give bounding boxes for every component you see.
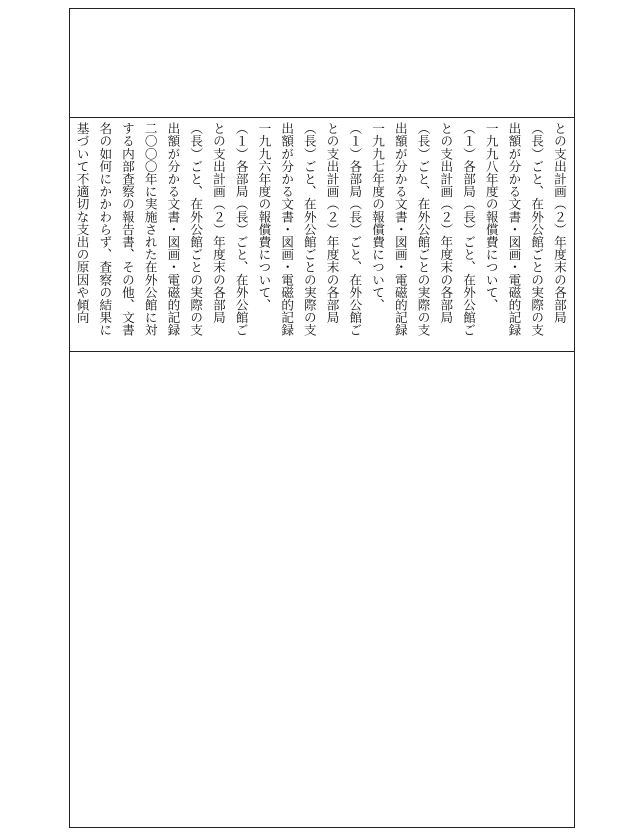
text-line: との支出計画（２）年度末の各部局: [324, 122, 340, 324]
text-line: （長）ごと、在外公館ごとの実際の支: [415, 122, 431, 337]
text-line: 二〇〇〇年に実施された在外公館に対: [142, 122, 158, 337]
text-line: する内部査察の報告書、その他、文書: [119, 122, 135, 337]
text-line: （長）ごと、在外公館ごとの実際の支: [301, 122, 317, 337]
text-line: 一九九八年度の報償費について、: [483, 122, 499, 311]
text-line: との支出計画（２）年度末の各部局: [551, 122, 567, 324]
top-divider: [70, 117, 574, 118]
text-line: との支出計画（２）年度末の各部局: [210, 122, 226, 324]
text-line: 基づいて不適切な支出の原因や傾向: [74, 122, 90, 324]
text-line: 名の如何にかかわらず、査察の結果に: [97, 122, 113, 337]
text-line: （１）各部局（長）ごと、在外公館ご: [233, 122, 249, 337]
text-line: （１）各部局（長）ごと、在外公館ご: [461, 122, 476, 337]
bottom-divider: [70, 351, 574, 352]
text-line: 出額が分かる文書・図画・電磁的記録: [279, 122, 295, 337]
text-line: 一九九六年度の報償費について、: [256, 122, 272, 311]
text-line: 一九九七年度の報償費について、: [370, 122, 386, 311]
text-line: （長）ごと、在外公館ごとの実際の支: [188, 122, 204, 337]
text-line: 出額が分かる文書・図画・電磁的記録: [506, 122, 522, 337]
text-line: 出額が分かる文書・図画・電磁的記録: [165, 122, 181, 337]
document-frame: [69, 8, 575, 828]
text-line: との支出計画（２）年度末の各部局: [438, 122, 454, 324]
text-line: 出額が分かる文書・図画・電磁的記録: [392, 122, 408, 337]
vertical-text-block: [70, 119, 574, 349]
text-line: （１）各部局（長）ごと、在外公館ご: [347, 122, 363, 337]
text-line: （長）ごと、在外公館ごとの実際の支: [529, 122, 545, 337]
